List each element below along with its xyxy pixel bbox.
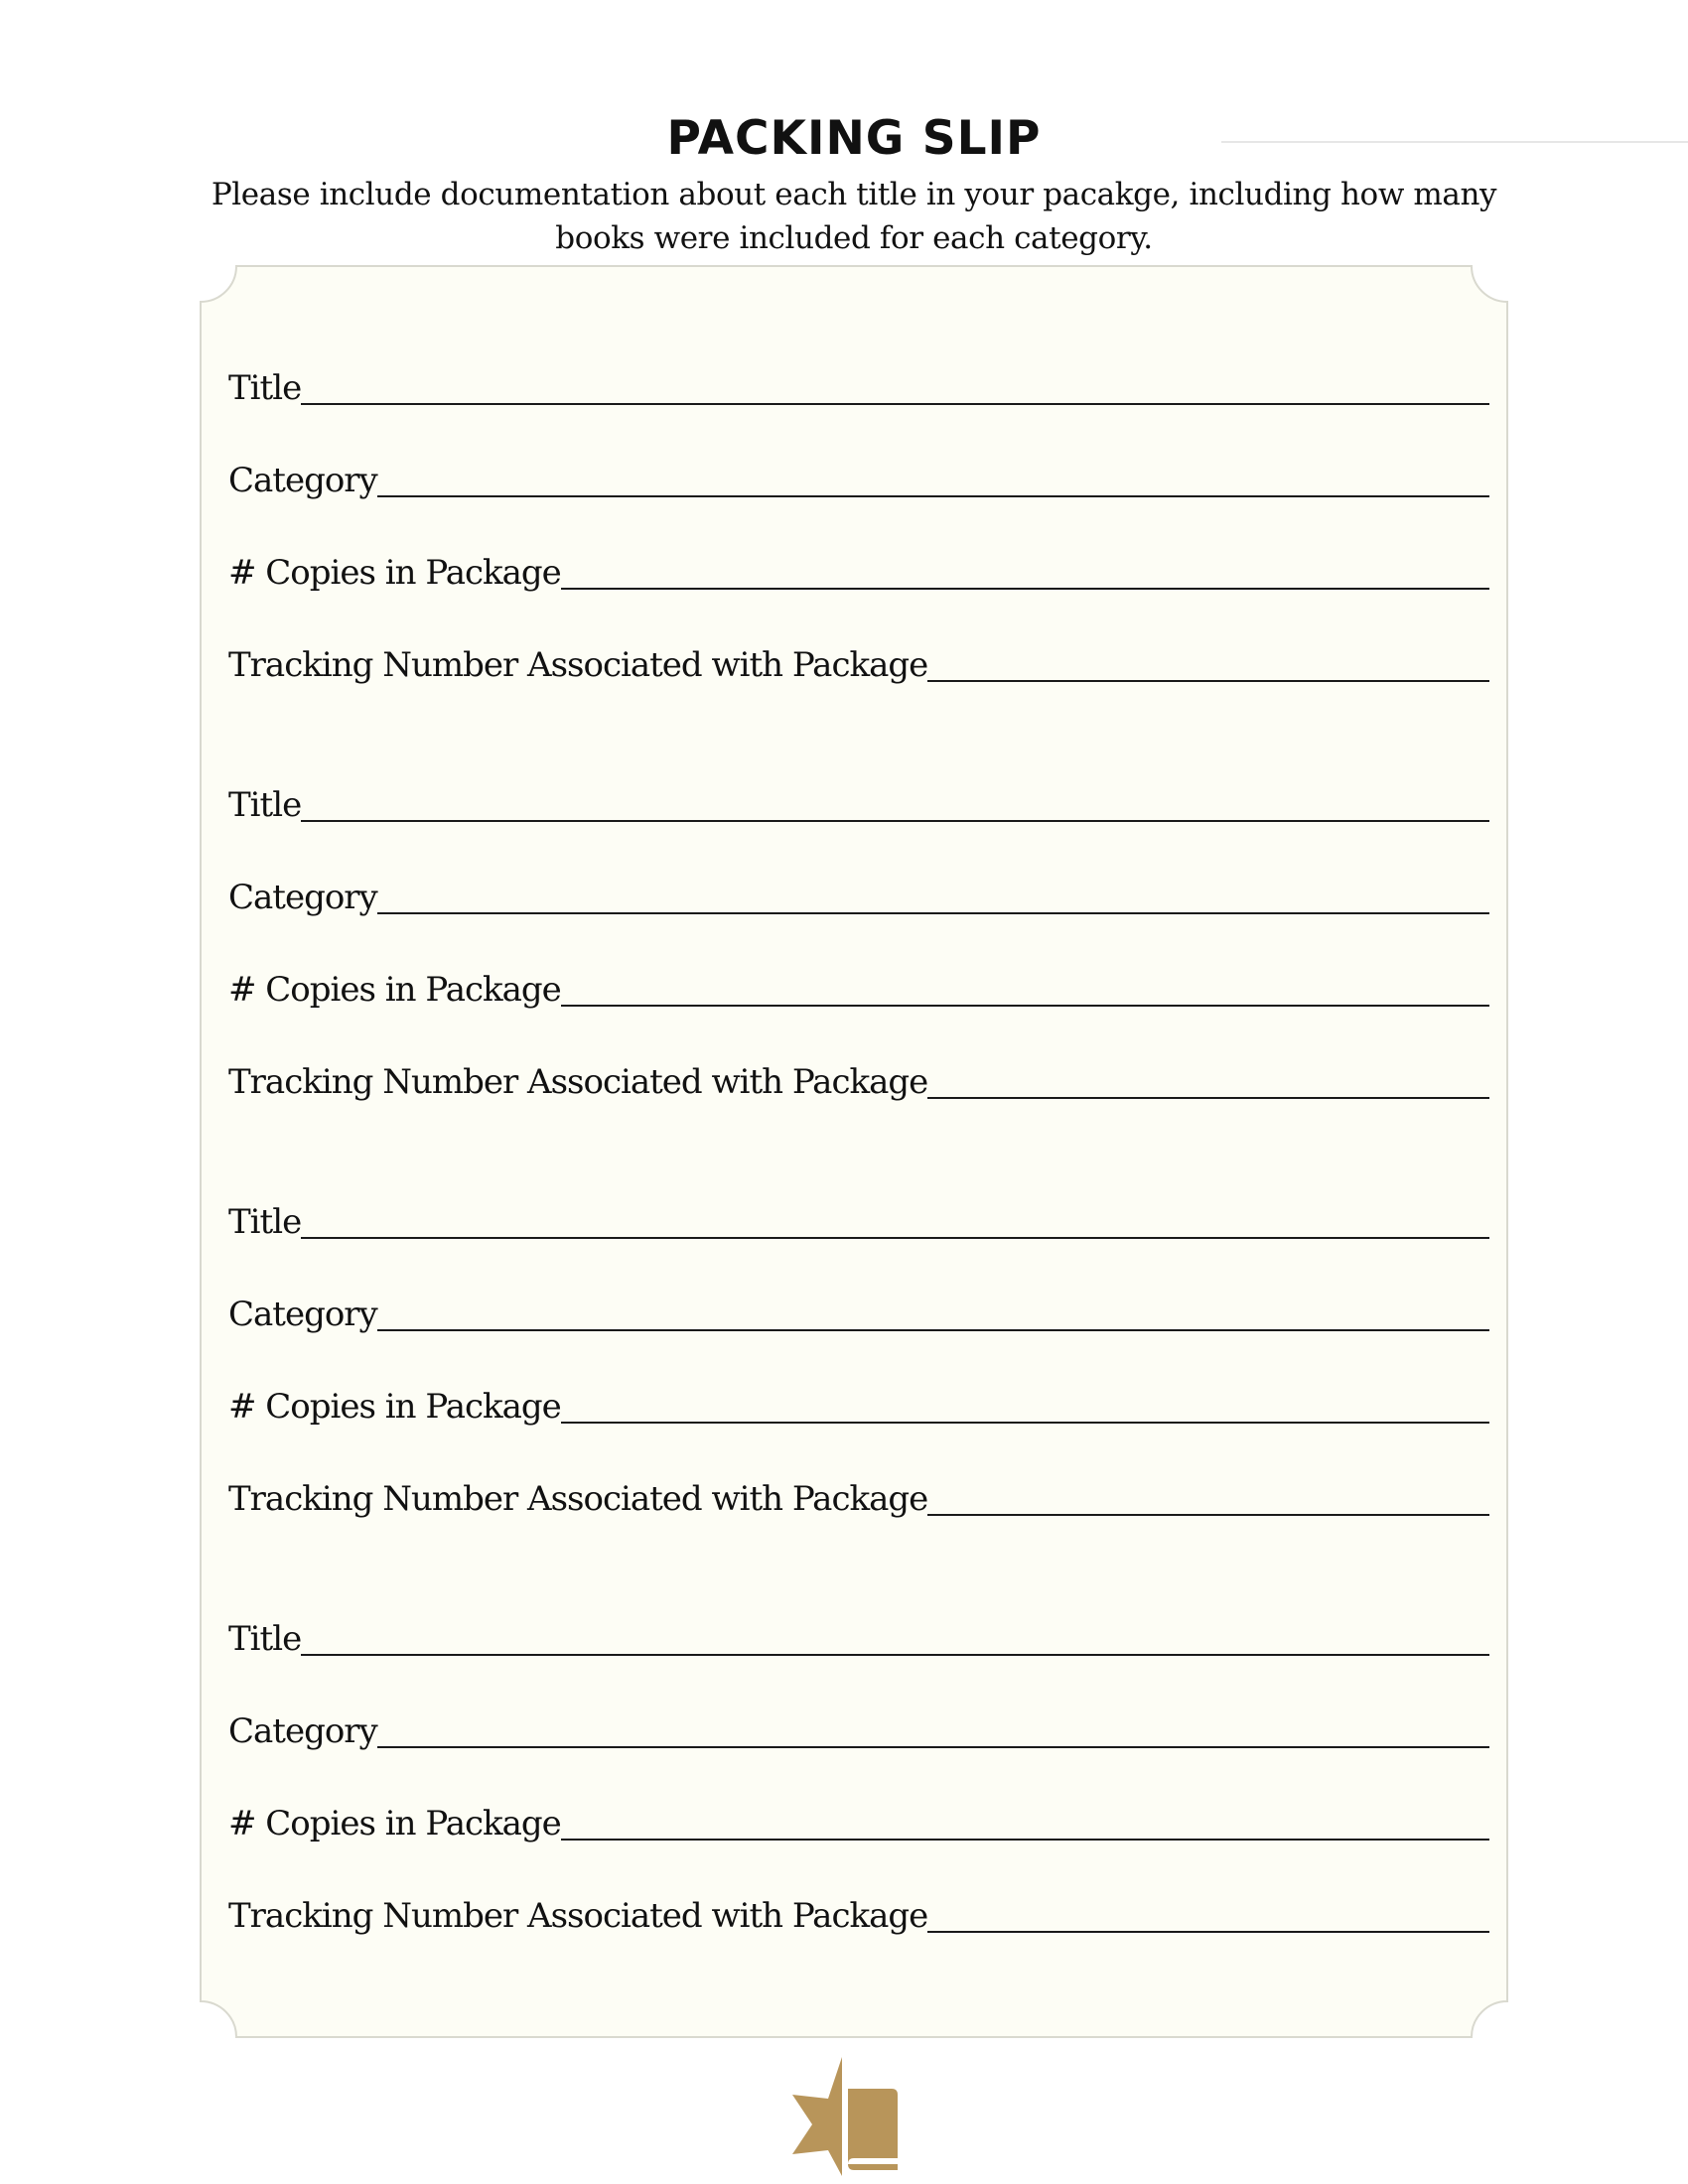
copies-field[interactable]: [228, 500, 1489, 593]
category-label: Category: [228, 1711, 377, 1751]
copies-field[interactable]: [228, 1751, 1489, 1843]
tracking-input-line[interactable]: [927, 1097, 1489, 1099]
title-label: Title: [228, 1619, 302, 1659]
category-input-line[interactable]: [377, 912, 1489, 914]
copies-field[interactable]: [228, 917, 1489, 1010]
tracking-input-line[interactable]: [927, 1931, 1489, 1933]
copies-label: # Copies in Package: [228, 553, 561, 593]
copies-label: # Copies in Package: [228, 970, 561, 1010]
title-label: Title: [228, 368, 302, 408]
copies-input-line[interactable]: [561, 1005, 1489, 1007]
tracking-field[interactable]: [228, 1010, 1489, 1102]
title-input-line[interactable]: [301, 403, 1489, 405]
entry-group-1: [228, 316, 1489, 685]
copies-label: # Copies in Package: [228, 1804, 561, 1843]
entry-group-3: [228, 1150, 1489, 1519]
copies-input-line[interactable]: [561, 588, 1489, 590]
category-field[interactable]: [228, 408, 1489, 500]
tracking-input-line[interactable]: [927, 1514, 1489, 1516]
tracking-label: Tracking Number Associated with Package: [228, 1896, 928, 1936]
title-field[interactable]: [228, 316, 1489, 408]
category-field[interactable]: [228, 1242, 1489, 1334]
category-field[interactable]: [228, 1659, 1489, 1751]
title-field[interactable]: [228, 1567, 1489, 1659]
tracking-label: Tracking Number Associated with Package: [228, 1062, 928, 1102]
copies-label: # Copies in Package: [228, 1387, 561, 1427]
tracking-field[interactable]: [228, 593, 1489, 685]
title-field[interactable]: [228, 1150, 1489, 1242]
category-label: Category: [228, 878, 377, 917]
title-input-line[interactable]: [301, 1237, 1489, 1239]
title-field[interactable]: [228, 733, 1489, 825]
copies-input-line[interactable]: [561, 1422, 1489, 1424]
title-input-line[interactable]: [301, 820, 1489, 822]
star-book-logo-icon: [790, 2055, 902, 2178]
title-label: Title: [228, 1202, 302, 1242]
copies-field[interactable]: [228, 1334, 1489, 1427]
tracking-field[interactable]: [228, 1427, 1489, 1519]
packing-form: [228, 316, 1489, 1983]
category-label: Category: [228, 461, 377, 500]
entry-group-2: [228, 733, 1489, 1102]
category-input-line[interactable]: [377, 495, 1489, 497]
title-input-line[interactable]: [301, 1654, 1489, 1656]
title-label: Title: [228, 785, 302, 825]
tracking-input-line[interactable]: [927, 680, 1489, 682]
page-title: PACKING SLIP: [666, 111, 1042, 166]
entry-group-4: [228, 1567, 1489, 1936]
instructions-text: Please include documentation about each title in your pacakge, including how many books were included for each category.: [211, 177, 1497, 256]
tracking-label: Tracking Number Associated with Package: [228, 1479, 928, 1519]
tracking-field[interactable]: [228, 1843, 1489, 1936]
category-input-line[interactable]: [377, 1746, 1489, 1748]
category-field[interactable]: [228, 825, 1489, 917]
tracking-label: Tracking Number Associated with Package: [228, 645, 928, 685]
category-input-line[interactable]: [377, 1329, 1489, 1331]
category-label: Category: [228, 1295, 377, 1334]
copies-input-line[interactable]: [561, 1839, 1489, 1841]
